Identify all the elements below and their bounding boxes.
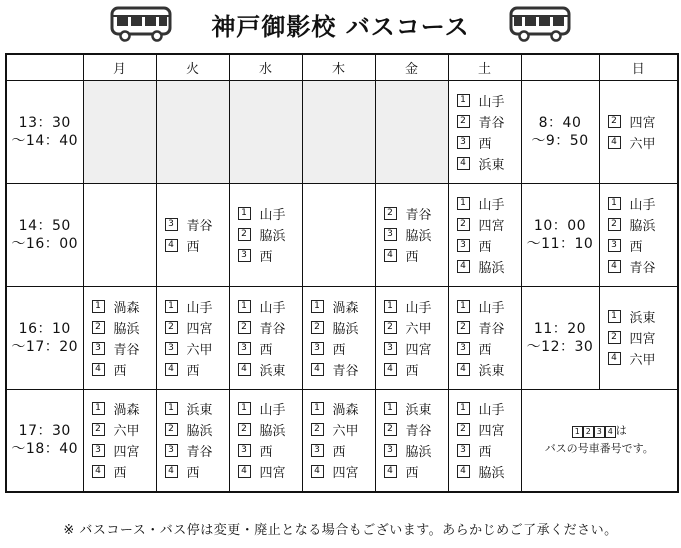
route-item xyxy=(311,398,375,419)
route-name: 山手 xyxy=(478,300,505,316)
bus-number-badge: 1 xyxy=(92,402,105,415)
route-cell xyxy=(375,80,448,183)
route-item xyxy=(457,398,521,419)
route-cell xyxy=(448,183,521,286)
route-name: 西 xyxy=(259,342,273,358)
bus-number-badge: 4 xyxy=(605,426,616,438)
bus-number-badge: 3 xyxy=(457,239,470,252)
bus-number-badge: 3 xyxy=(238,342,251,355)
bus-number-badge: 4 xyxy=(165,465,178,478)
route-item xyxy=(238,296,302,317)
route-name: 西 xyxy=(186,466,200,482)
time-text: ～14：40 xyxy=(11,132,79,149)
route-name: 六甲 xyxy=(629,136,656,152)
route-name: 西 xyxy=(478,239,492,255)
route-item xyxy=(608,235,678,256)
route-item xyxy=(457,338,521,359)
route-name: 山手 xyxy=(629,197,656,213)
bus-number-badge: 3 xyxy=(165,444,178,457)
route-name: 脇浜 xyxy=(478,260,505,276)
route-cell xyxy=(302,80,375,183)
route-name: 青谷 xyxy=(186,218,213,234)
time-slot xyxy=(521,183,599,286)
bus-number-badge: 1 xyxy=(311,402,324,415)
time-text: ～12：30 xyxy=(526,338,594,355)
bus-number-badge: 1 xyxy=(384,300,397,313)
route-name: 西 xyxy=(332,342,346,358)
bus-number-badge: 1 xyxy=(572,426,583,438)
schedule-row xyxy=(6,286,678,389)
time-text: ～16：00 xyxy=(11,235,79,252)
bus-number-badge: 2 xyxy=(457,321,470,334)
route-name: 脇浜 xyxy=(629,218,656,234)
route-item xyxy=(384,419,448,440)
route-name: 四宮 xyxy=(259,466,286,482)
bus-number-badge: 3 xyxy=(384,228,397,241)
day-header: 木 xyxy=(302,54,375,80)
bus-number-badge: 4 xyxy=(608,260,621,273)
title-bar xyxy=(0,0,681,50)
schedule-table xyxy=(5,53,679,493)
route-name: 浜東 xyxy=(629,311,656,326)
route-item xyxy=(92,359,156,380)
route-name: 西 xyxy=(113,363,127,379)
route-name: 四宮 xyxy=(332,466,359,482)
route-name: 四宮 xyxy=(405,342,432,358)
header-corner xyxy=(6,54,83,80)
bus-number-badge: 3 xyxy=(165,218,178,231)
route-name: 山手 xyxy=(478,197,505,213)
route-name: 脇浜 xyxy=(186,424,213,440)
bus-number-badge: 3 xyxy=(92,444,105,457)
bus-number-badge: 2 xyxy=(238,423,251,436)
bus-number-badge: 1 xyxy=(457,300,470,313)
route-item xyxy=(457,440,521,461)
route-item xyxy=(311,419,375,440)
route-item xyxy=(384,338,448,359)
route-cell xyxy=(229,80,302,183)
route-name: 脇浜 xyxy=(113,321,140,337)
route-name: 浜東 xyxy=(259,363,286,379)
route-cell xyxy=(83,286,156,389)
bus-number-badge: 4 xyxy=(384,465,397,478)
route-item xyxy=(165,440,229,461)
route-item xyxy=(165,317,229,338)
route-item xyxy=(608,327,678,348)
bus-number-badge: 4 xyxy=(92,465,105,478)
legend-line xyxy=(522,422,678,440)
route-item xyxy=(311,461,375,482)
route-item xyxy=(457,214,521,235)
bus-number-badge: 1 xyxy=(238,300,251,313)
route-item xyxy=(384,398,448,419)
route-cell xyxy=(229,183,302,286)
route-name: 西 xyxy=(259,250,273,265)
time-text: ～17：20 xyxy=(11,338,79,355)
bus-number-badge: 2 xyxy=(457,218,470,231)
route-name: 渦森 xyxy=(113,403,140,419)
route-item xyxy=(457,111,521,132)
route-item xyxy=(92,317,156,338)
route-item xyxy=(238,440,302,461)
route-item xyxy=(384,296,448,317)
route-name: 青谷 xyxy=(186,445,213,461)
route-item xyxy=(608,256,678,277)
bus-number-badge: 3 xyxy=(384,342,397,355)
route-item xyxy=(457,132,521,153)
route-item xyxy=(165,296,229,317)
bus-number-badge: 2 xyxy=(384,207,397,220)
time-slot xyxy=(6,80,83,183)
route-name: 西 xyxy=(478,445,492,461)
route-cell xyxy=(375,286,448,389)
bus-number-badge: 4 xyxy=(165,363,178,376)
route-cell xyxy=(599,286,678,389)
bus-number-badge: 4 xyxy=(238,363,251,376)
route-item xyxy=(165,461,229,482)
route-name: 六甲 xyxy=(186,342,213,358)
bus-number-badge: 2 xyxy=(238,228,251,241)
day-header: 金 xyxy=(375,54,448,80)
bus-number-badge: 1 xyxy=(165,402,178,415)
page-title: 神戸御影校 バスコース xyxy=(211,13,470,41)
route-item xyxy=(238,338,302,359)
bus-number-badge: 2 xyxy=(92,423,105,436)
day-header: 土 xyxy=(448,54,521,80)
time-text: 11：20 xyxy=(533,320,587,337)
bus-number-badge: 1 xyxy=(92,300,105,313)
time-text: 17：30 xyxy=(18,423,71,440)
bus-number-badge: 2 xyxy=(457,423,470,436)
route-cell xyxy=(156,286,229,389)
route-cell xyxy=(448,80,521,183)
route-name: 四宮 xyxy=(478,424,505,440)
route-name: 青谷 xyxy=(629,260,656,276)
bus-number-badge: 1 xyxy=(238,207,251,220)
route-name: 渦森 xyxy=(113,300,140,316)
route-name: 青谷 xyxy=(332,363,359,379)
route-name: 脇浜 xyxy=(332,321,359,337)
bus-number-badge: 2 xyxy=(384,321,397,334)
route-cell xyxy=(375,389,448,492)
route-name: 四宮 xyxy=(113,445,140,461)
bus-number-badge: 1 xyxy=(608,310,621,323)
route-cell xyxy=(448,286,521,389)
route-name: 四宮 xyxy=(629,115,656,131)
route-name: 山手 xyxy=(259,300,286,316)
route-item xyxy=(238,203,302,224)
route-item xyxy=(311,338,375,359)
route-item xyxy=(457,461,521,482)
route-cell xyxy=(302,183,375,286)
bus-number-badge: 2 xyxy=(311,423,324,436)
bus-number-badge: 2 xyxy=(608,218,621,231)
route-name: 渦森 xyxy=(332,300,359,316)
time-text: ～9：50 xyxy=(531,132,589,149)
day-header: 水 xyxy=(229,54,302,80)
route-cell xyxy=(83,183,156,286)
bus-number-badge: 3 xyxy=(457,444,470,457)
route-item xyxy=(384,461,448,482)
route-item xyxy=(238,461,302,482)
bus-number-badge: 3 xyxy=(238,249,251,262)
schedule-row xyxy=(6,389,678,492)
route-name: 脇浜 xyxy=(405,229,432,244)
route-name: 西 xyxy=(186,239,200,255)
route-name: 浜東 xyxy=(405,403,432,419)
route-item xyxy=(238,245,302,266)
route-name: 西 xyxy=(259,445,273,461)
route-name: 六甲 xyxy=(629,353,656,368)
route-cell xyxy=(375,183,448,286)
bus-number-badge: 4 xyxy=(457,465,470,478)
bus-icon xyxy=(509,6,571,42)
route-item xyxy=(457,153,521,174)
route-name: 山手 xyxy=(478,403,505,419)
route-name: 青谷 xyxy=(405,208,432,223)
route-item xyxy=(457,235,521,256)
route-name: 西 xyxy=(478,136,492,152)
route-cell xyxy=(83,80,156,183)
route-item xyxy=(311,296,375,317)
time-text: 10：00 xyxy=(533,217,587,234)
route-item xyxy=(384,203,448,224)
route-name: 六甲 xyxy=(332,424,359,440)
legend-text: バスの号車番号です。 xyxy=(544,442,654,456)
route-item xyxy=(457,193,521,214)
route-name: 青谷 xyxy=(405,424,432,440)
route-name: 西 xyxy=(332,445,346,461)
route-item xyxy=(238,224,302,245)
time-text: ～11：10 xyxy=(526,235,594,252)
route-item xyxy=(384,224,448,245)
route-name: 四宮 xyxy=(629,332,656,347)
bus-number-badge: 1 xyxy=(608,197,621,210)
bus-number-badge: 3 xyxy=(384,444,397,457)
bus-number-badge: 2 xyxy=(384,423,397,436)
bus-number-badge: 4 xyxy=(457,157,470,170)
schedule-row xyxy=(6,80,678,183)
route-item xyxy=(92,419,156,440)
route-item xyxy=(92,440,156,461)
bus-number-badge: 1 xyxy=(311,300,324,313)
bus-number-badge: 3 xyxy=(92,342,105,355)
time-slot xyxy=(521,286,599,389)
bus-number-badge: 1 xyxy=(457,197,470,210)
day-header: 日 xyxy=(599,54,678,80)
time-text: ～18：40 xyxy=(11,441,79,458)
legend-suffix: は xyxy=(615,424,627,438)
route-item xyxy=(457,419,521,440)
route-name: 山手 xyxy=(478,94,505,110)
bus-number-badge: 4 xyxy=(311,465,324,478)
bus-number-badge: 3 xyxy=(457,136,470,149)
route-cell xyxy=(156,389,229,492)
route-item xyxy=(457,359,521,380)
bus-number-badge: 3 xyxy=(165,342,178,355)
route-item xyxy=(165,338,229,359)
route-name: 浜東 xyxy=(478,157,505,173)
legend xyxy=(522,422,678,458)
route-item xyxy=(457,90,521,111)
route-item xyxy=(457,256,521,277)
bus-number-badge: 2 xyxy=(608,331,621,344)
route-item xyxy=(165,235,229,256)
bus-number-badge: 1 xyxy=(238,402,251,415)
day-header: 月 xyxy=(83,54,156,80)
route-name: 山手 xyxy=(259,403,286,419)
bus-number-badge: 4 xyxy=(457,363,470,376)
route-name: 山手 xyxy=(259,208,286,223)
route-item xyxy=(457,317,521,338)
route-item xyxy=(165,214,229,235)
bus-number-badge: 4 xyxy=(384,249,397,262)
bus-number-badge: 4 xyxy=(384,363,397,376)
route-cell xyxy=(302,286,375,389)
route-name: 四宮 xyxy=(478,218,505,234)
route-item xyxy=(384,440,448,461)
route-name: 西 xyxy=(113,466,127,482)
route-name: 脇浜 xyxy=(259,424,286,440)
time-text: 14：50 xyxy=(18,217,71,234)
route-name: 脇浜 xyxy=(405,445,432,461)
bus-number-badge: 3 xyxy=(311,342,324,355)
route-name: 青谷 xyxy=(113,342,140,358)
route-item xyxy=(384,317,448,338)
route-name: 脇浜 xyxy=(478,466,505,482)
time-text: 13：30 xyxy=(18,114,71,131)
bus-number-badge: 4 xyxy=(165,239,178,252)
route-item xyxy=(92,461,156,482)
bus-number-badge: 2 xyxy=(457,115,470,128)
bus-number-badge: 1 xyxy=(457,94,470,107)
route-cell xyxy=(302,389,375,492)
route-item xyxy=(165,359,229,380)
route-name: 浜東 xyxy=(186,403,213,419)
bus-number-badge: 2 xyxy=(165,423,178,436)
route-item xyxy=(457,296,521,317)
bus-number-badge: 2 xyxy=(583,426,594,438)
route-item xyxy=(311,440,375,461)
route-item xyxy=(92,338,156,359)
route-name: 西 xyxy=(629,239,643,255)
bus-number-badge: 4 xyxy=(608,136,621,149)
bus-number-badge: 4 xyxy=(457,260,470,273)
route-cell xyxy=(448,389,521,492)
route-item xyxy=(92,296,156,317)
bus-number-badge: 1 xyxy=(457,402,470,415)
route-name: 青谷 xyxy=(259,321,286,337)
route-name: 脇浜 xyxy=(259,229,286,244)
route-item xyxy=(165,419,229,440)
route-cell xyxy=(599,183,678,286)
route-item xyxy=(238,359,302,380)
route-name: 山手 xyxy=(186,300,213,316)
day-header: 火 xyxy=(156,54,229,80)
legend-cell xyxy=(521,389,678,492)
route-item xyxy=(311,359,375,380)
time-text: 8：40 xyxy=(538,114,582,131)
route-item xyxy=(311,317,375,338)
bus-number-badge: 3 xyxy=(457,342,470,355)
route-item xyxy=(384,359,448,380)
bus-number-badge: 3 xyxy=(311,444,324,457)
bus-number-badge: 2 xyxy=(238,321,251,334)
route-item xyxy=(92,398,156,419)
time-slot xyxy=(6,286,83,389)
route-name: 西 xyxy=(405,466,419,482)
bus-number-badge: 4 xyxy=(92,363,105,376)
route-name: 六甲 xyxy=(405,321,432,337)
bus-number-badge: 3 xyxy=(594,426,605,438)
route-name: 西 xyxy=(405,250,419,265)
time-text: 16：10 xyxy=(18,320,71,337)
route-item xyxy=(608,214,678,235)
time-slot xyxy=(6,183,83,286)
route-name: 浜東 xyxy=(478,363,505,379)
route-name: 青谷 xyxy=(478,321,505,337)
route-item xyxy=(608,348,678,369)
route-cell xyxy=(156,80,229,183)
bus-number-badge: 1 xyxy=(165,300,178,313)
route-name: 青谷 xyxy=(478,115,505,131)
route-item xyxy=(608,111,678,132)
bus-number-badge: 2 xyxy=(311,321,324,334)
bus-number-badge: 4 xyxy=(238,465,251,478)
route-cell xyxy=(599,80,678,183)
route-name: 西 xyxy=(478,342,492,358)
route-name: 六甲 xyxy=(113,424,140,440)
route-item xyxy=(608,193,678,214)
schedule-row xyxy=(6,183,678,286)
route-name: 西 xyxy=(186,363,200,379)
route-item xyxy=(238,398,302,419)
time-slot xyxy=(6,389,83,492)
bus-number-badge: 4 xyxy=(311,363,324,376)
route-cell xyxy=(229,286,302,389)
footer-note: ※ バスコース・バス停は変更・廃止となる場合もございます。あらかじめご了承ください。 xyxy=(63,523,618,538)
route-name: 西 xyxy=(405,363,419,379)
route-item xyxy=(238,317,302,338)
route-name: 四宮 xyxy=(186,321,213,337)
header-corner-sunday xyxy=(521,54,599,80)
route-cell xyxy=(83,389,156,492)
bus-number-badge: 1 xyxy=(384,402,397,415)
route-item xyxy=(608,306,678,327)
route-item xyxy=(608,132,678,153)
bus-number-badge: 4 xyxy=(608,352,621,365)
route-item xyxy=(384,245,448,266)
bus-number-badge: 3 xyxy=(608,239,621,252)
bus-number-badge: 2 xyxy=(165,321,178,334)
bus-number-badge: 3 xyxy=(238,444,251,457)
route-name: 渦森 xyxy=(332,403,359,419)
bus-number-badge: 2 xyxy=(92,321,105,334)
legend-numbers xyxy=(572,426,616,438)
time-slot xyxy=(521,80,599,183)
route-item xyxy=(165,398,229,419)
bus-number-badge: 2 xyxy=(608,115,621,128)
route-cell xyxy=(156,183,229,286)
route-cell xyxy=(229,389,302,492)
route-item xyxy=(238,419,302,440)
route-name: 山手 xyxy=(405,300,432,316)
